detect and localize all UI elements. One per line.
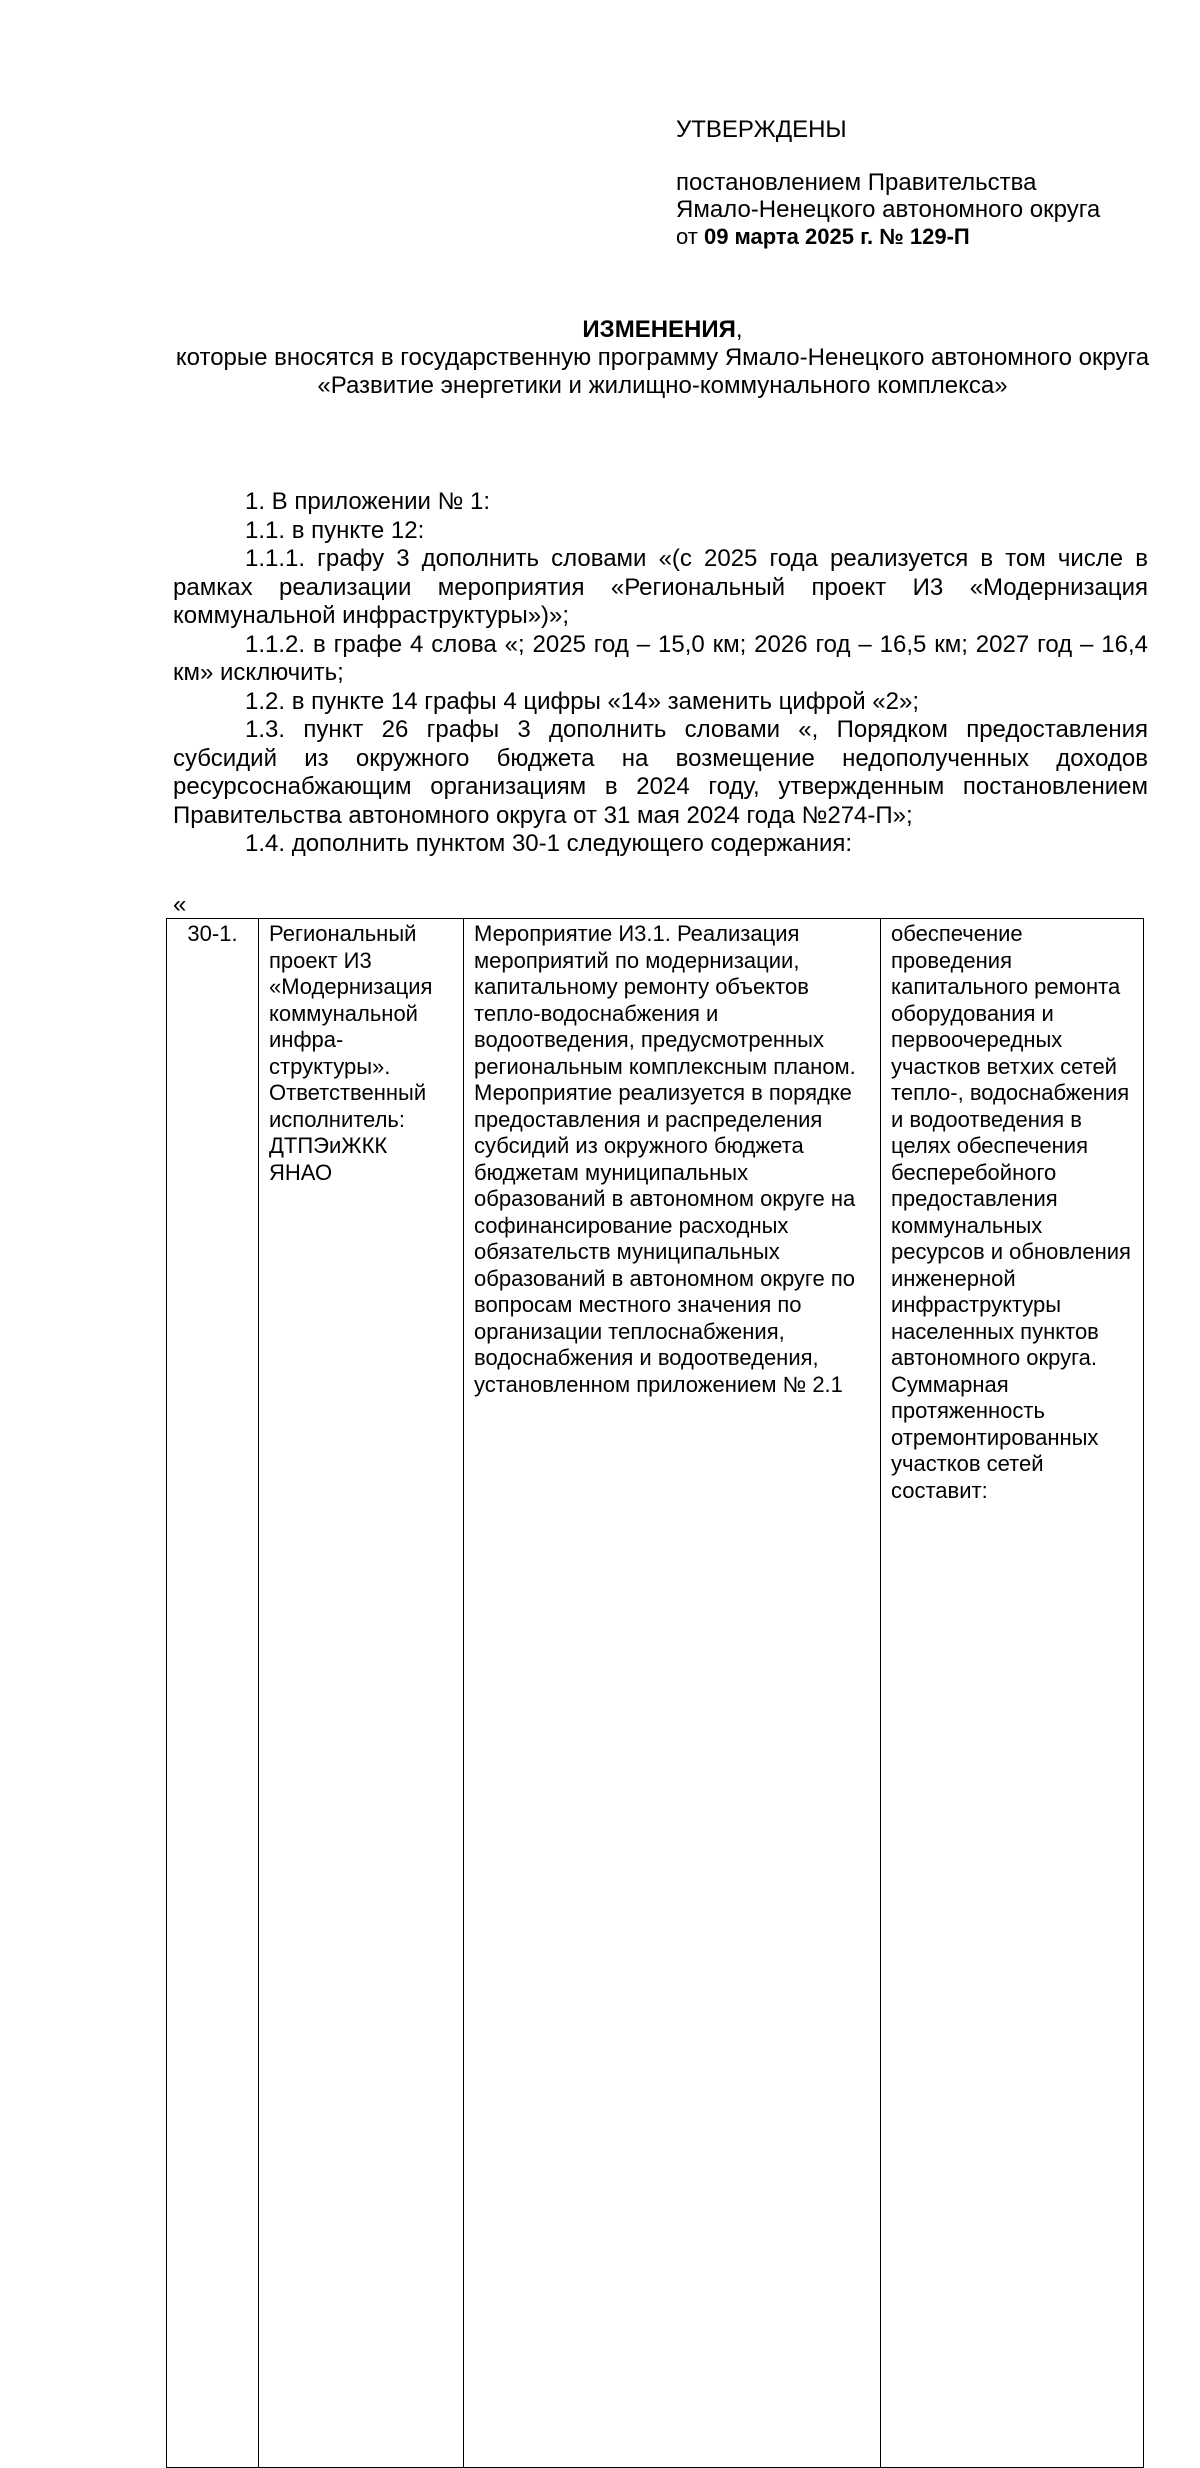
approval-stamp: УТВЕРЖДЕНЫ: [676, 116, 847, 143]
cell-result: обеспечение проведения капитального ремонта оборудования и первоочередных участков ветхих сетей тепло-, водоснабжения и водоотведения в целях обеспечения бесперебойного предоставления коммунальных ресурсов и обновления инженерной инфраструктуры населенных пунктов автономного округа. Суммарная протяженность отремонтированных участков сетей составит:: [881, 919, 1144, 2468]
paragraph-1-1-1: 1.1.1. графу 3 дополнить словами «(с 2025 года реализуется в том числе в рамках реализации мероприятия «Региональный проект И3 «Модернизация коммунальной инфраструктуры»)»;: [173, 545, 1148, 629]
cell-project: Региональный проект И3 «Модернизация коммунальной инфра-структуры». Ответственный исполнитель: ДТПЭиЖКК ЯНАО: [259, 919, 464, 2468]
opening-quote: «: [173, 891, 187, 918]
heading-subtitle: которые вносятся в государственную программу Ямало-Ненецкого автономного округа «Развитие энергетики и жилищно-коммунального комплекса»: [175, 344, 1150, 399]
approval-date-value: 09 марта 2025 г. № 129-П: [703, 224, 970, 249]
heading-title: ИЗМЕНЕНИЯ: [582, 316, 736, 343]
approval-line-1: постановлением Правительства: [676, 169, 1037, 196]
approval-line-2: Ямало-Ненецкого автономного округа: [676, 196, 1101, 223]
heading-title-line: [170, 316, 1155, 344]
cell-activity: Мероприятие И3.1. Реализация мероприятий по модернизации, капитальному ремонту объектов тепло-водоснабжения и водоотведения, предусмотренных региональным комплексным планом. Мероприятие реализуется в порядке предоставления и распределения субсидий из окружного бюджета бюджетам муниципальных образований в автономном округе на софинансирование расходных обязательств муниципальных образований в автономном округе по вопросам местного значения по организации теплоснабжения, водоснабжения и водоотведения, установленном приложением № 2.1: [464, 919, 881, 2468]
approval-block: [676, 116, 1156, 250]
paragraph-1: 1. В приложении № 1:: [245, 488, 491, 515]
paragraph-1-3: 1.3. пункт 26 графы 3 дополнить словами «, Порядком предоставления субсидий из окружного бюджета на возмещение недополученных доходов ресурсоснабжающим организациям в 2024 году, утвержденным постановлением Правительства автономного округа от 31 мая 2024 года №274-П»;: [173, 716, 1148, 829]
approval-date-line: [676, 223, 1156, 250]
document-heading: [170, 316, 1155, 400]
cell-number: 30-1.: [167, 919, 259, 2468]
paragraph-1-2: 1.2. в пункте 14 графы 4 цифры «14» заменить цифрой «2»;: [245, 687, 919, 715]
document-body: [173, 488, 1148, 859]
inserted-table: [166, 918, 1144, 2468]
paragraph-1-1-2: 1.1.2. в графе 4 слова «; 2025 год – 15,0 км; 2026 год – 16,5 км; 2027 год – 16,4 км» исключить;: [173, 630, 1148, 686]
paragraph-1-1: 1.1. в пункте 12:: [245, 516, 425, 544]
paragraph-1-4: 1.4. дополнить пунктом 30-1 следующего содержания:: [245, 830, 853, 857]
heading-title-suffix: ,: [735, 316, 743, 343]
table-row: [167, 919, 1144, 2468]
approval-date-prefix: от: [676, 224, 698, 249]
approval-body: [676, 169, 1156, 250]
